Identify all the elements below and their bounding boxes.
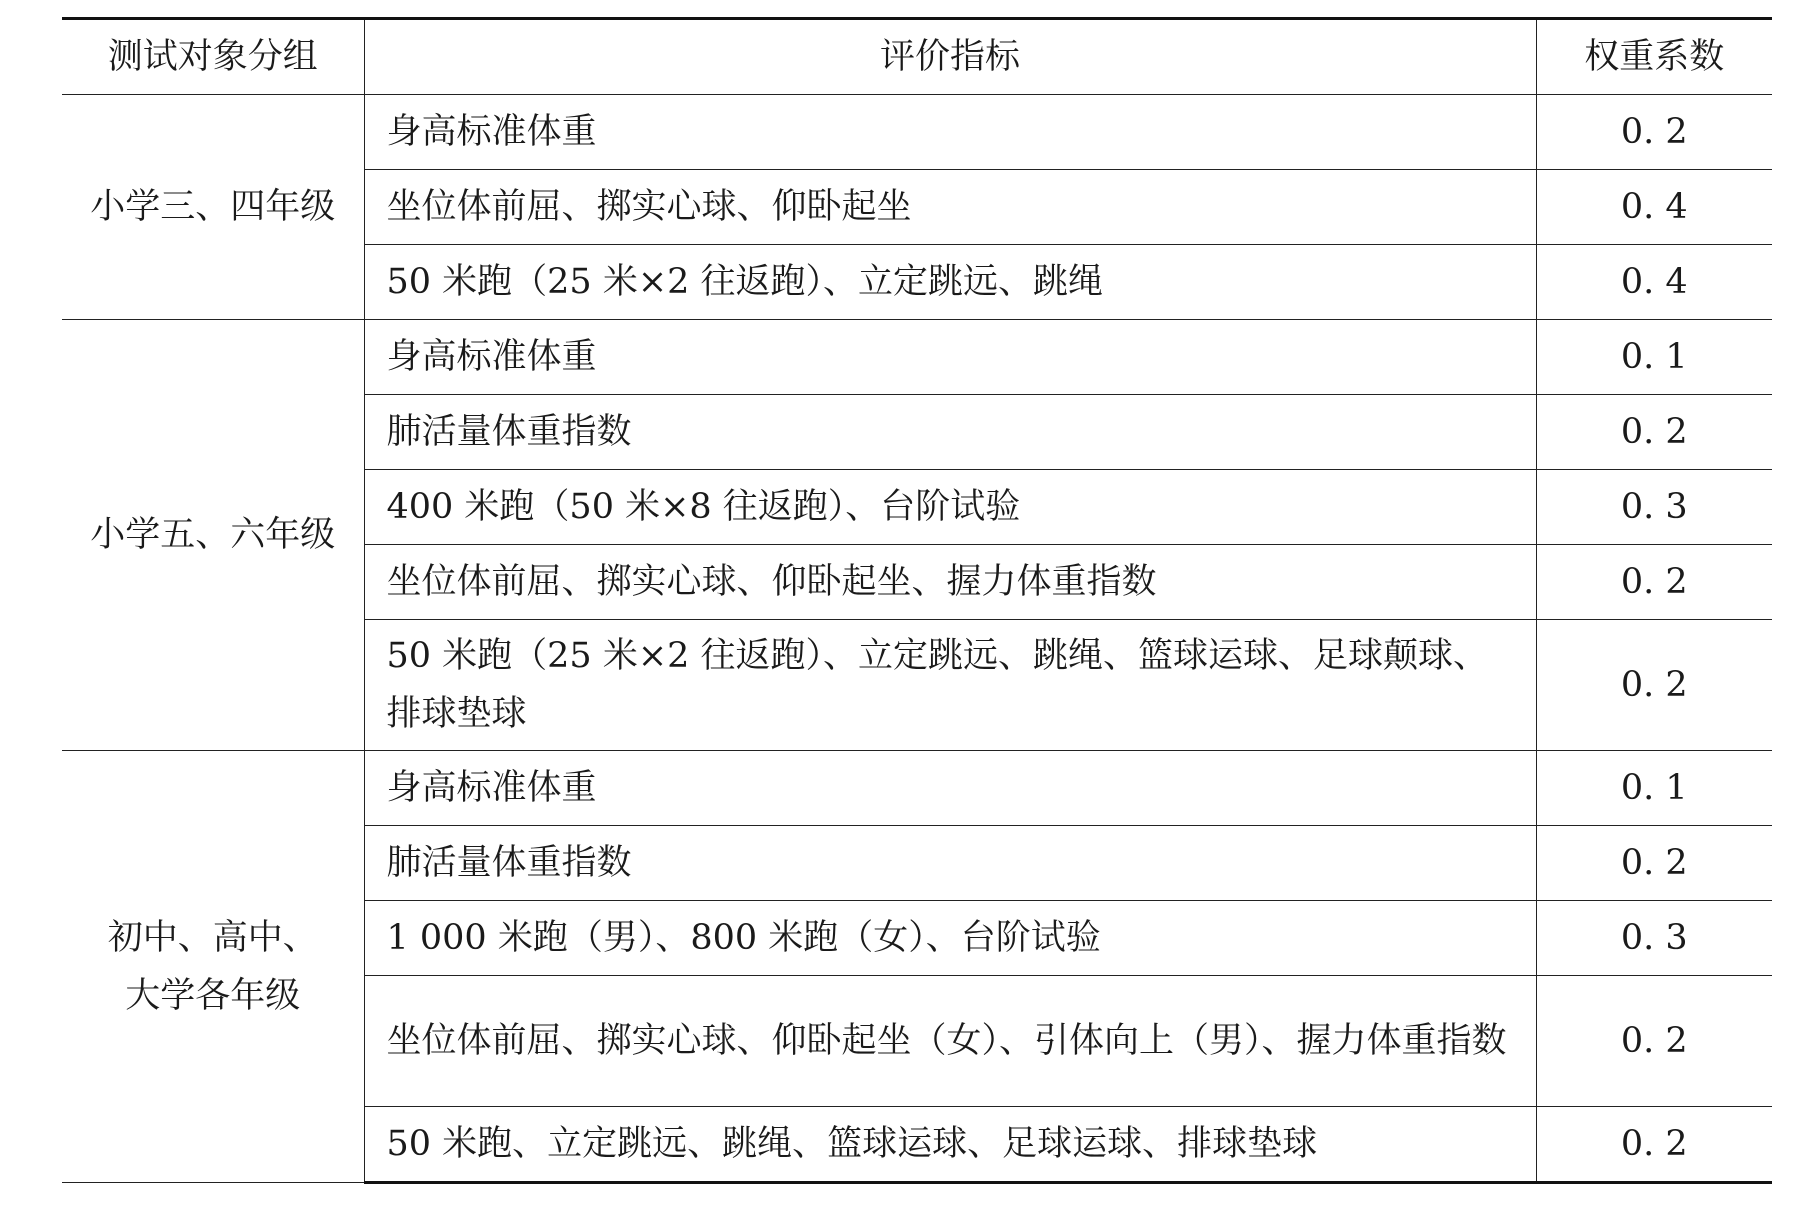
group-name-line-1: 初中、高中、 (107, 917, 318, 958)
weight-cell: 0. 2 (1536, 620, 1772, 751)
table-row (62, 95, 1772, 170)
table-row (62, 320, 1772, 395)
indicator-cell: 身高标准体重 (364, 95, 1536, 170)
indicator-cell: 身高标准体重 (364, 751, 1536, 826)
weight-cell: 0. 3 (1536, 470, 1772, 545)
group-name: 小学三、四年级 (90, 187, 336, 227)
weight-cell: 0. 4 (1536, 170, 1772, 245)
weight-cell: 0. 2 (1536, 545, 1772, 620)
indicator-cell: 1 000 米跑（男）、800 米跑（女）、台阶试验 (364, 901, 1536, 976)
weight-cell: 0. 3 (1536, 901, 1772, 976)
group-cell (62, 95, 364, 320)
weight-cell: 0. 4 (1536, 245, 1772, 320)
weight-cell: 0. 2 (1536, 1107, 1772, 1183)
weight-cell: 0. 2 (1536, 976, 1772, 1107)
group-name-line-2: 大学各年级 (125, 975, 301, 1016)
header-indicator: 评价指标 (364, 19, 1536, 95)
weight-cell: 0. 2 (1536, 395, 1772, 470)
weight-cell: 0. 2 (1536, 95, 1772, 170)
indicator-cell: 坐位体前屈、掷实心球、仰卧起坐、握力体重指数 (364, 545, 1536, 620)
header-weight: 权重系数 (1536, 19, 1772, 95)
table-row (62, 751, 1772, 826)
indicator-cell: 50 米跑（25 米×2 往返跑）、立定跳远、跳绳 (364, 245, 1536, 320)
header-row (62, 19, 1772, 95)
weight-cell: 0. 1 (1536, 320, 1772, 395)
weight-cell: 0. 1 (1536, 751, 1772, 826)
weight-cell: 0. 2 (1536, 826, 1772, 901)
evaluation-table-container (62, 17, 1772, 1184)
indicator-cell: 坐位体前屈、掷实心球、仰卧起坐（女）、引体向上（男）、握力体重指数 (364, 976, 1536, 1107)
indicator-cell: 身高标准体重 (364, 320, 1536, 395)
indicator-cell: 肺活量体重指数 (364, 395, 1536, 470)
indicator-cell: 肺活量体重指数 (364, 826, 1536, 901)
group-name: 小学五、六年级 (90, 515, 336, 555)
header-group: 测试对象分组 (62, 19, 364, 95)
group-cell (62, 320, 364, 751)
evaluation-table (62, 17, 1772, 1184)
group-cell (62, 751, 364, 1183)
indicator-cell: 50 米跑、立定跳远、跳绳、篮球运球、足球运球、排球垫球 (364, 1107, 1536, 1183)
indicator-cell: 50 米跑（25 米×2 往返跑）、立定跳远、跳绳、篮球运球、足球颠球、排球垫球 (364, 620, 1536, 751)
indicator-cell: 坐位体前屈、掷实心球、仰卧起坐 (364, 170, 1536, 245)
indicator-cell: 400 米跑（50 米×8 往返跑）、台阶试验 (364, 470, 1536, 545)
